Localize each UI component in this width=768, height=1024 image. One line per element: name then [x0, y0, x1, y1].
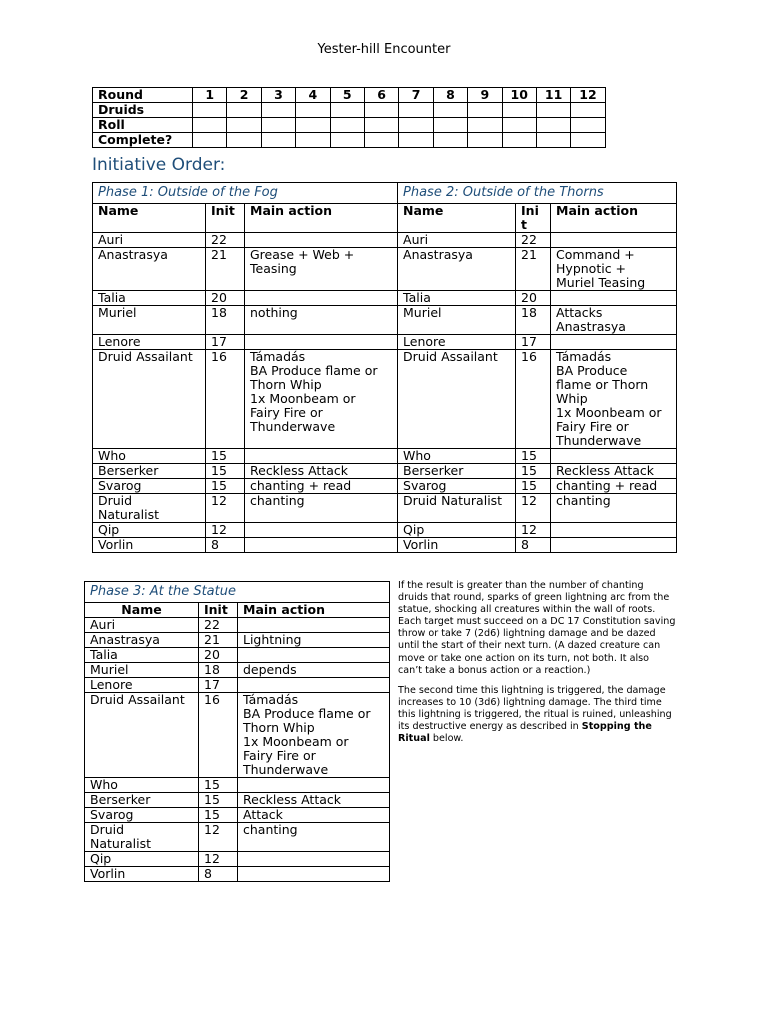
- complete-cell[interactable]: [502, 133, 536, 148]
- phase-1-combatant-name: Who: [93, 449, 206, 464]
- complete-cell[interactable]: [433, 133, 467, 148]
- phase-2-main-action: Command + Hypnotic + Muriel Teasing: [551, 248, 677, 291]
- phase-1-initiative: 21: [206, 248, 245, 291]
- phase-2-combatant-name: Svarog: [398, 479, 516, 494]
- complete-label: Complete?: [93, 133, 193, 148]
- initiative-row: [93, 538, 677, 553]
- phase-1-combatant-name: Druid Assailant: [93, 350, 206, 449]
- druids-row: [93, 103, 606, 118]
- initiative-row: [93, 306, 677, 335]
- initiative-row: [85, 778, 390, 793]
- druids-cell[interactable]: [468, 103, 502, 118]
- initiative-row: [85, 648, 390, 663]
- phase-3-combatant-name: Auri: [85, 618, 199, 633]
- round-number: 1: [193, 88, 227, 103]
- phase-2-initiative: 12: [516, 494, 551, 523]
- druids-cell[interactable]: [227, 103, 261, 118]
- phase-2-initiative: 15: [516, 449, 551, 464]
- roll-cell[interactable]: [296, 118, 330, 133]
- complete-cell[interactable]: [193, 133, 227, 148]
- stopping-the-ritual-reference: Stopping the Ritual: [398, 721, 652, 745]
- round-row: [93, 88, 606, 103]
- phase-2-main-action: [551, 291, 677, 306]
- phase-2-initiative: 17: [516, 335, 551, 350]
- roll-cell[interactable]: [502, 118, 536, 133]
- phase-2-initiative: 22: [516, 233, 551, 248]
- druids-cell[interactable]: [433, 103, 467, 118]
- phase-2-combatant-name: Anastrasya: [398, 248, 516, 291]
- rules-paragraph-1: If the result is greater than the number of chanting druids that round, sparks of green lightning arc from the statue, shocking all creatures within the wall of roots. Each target must succeed on a DC 17 Constitution saving throw or take 7 (2d6) lightning damage and be dazed until the start of their next turn. (A dazed creature can move or take one action on its turn, not both. It also can’t take a bonus action or a reaction.): [398, 580, 676, 676]
- phase-3-initiative: 12: [199, 852, 238, 867]
- phase-3-initiative: 17: [199, 678, 238, 693]
- complete-cell[interactable]: [296, 133, 330, 148]
- phase-3-initiative: 15: [199, 808, 238, 823]
- druids-cell[interactable]: [536, 103, 570, 118]
- phase-3-initiative: 20: [199, 648, 238, 663]
- phase-2-initiative: 18: [516, 306, 551, 335]
- phase-1-initiative: 16: [206, 350, 245, 449]
- phase-2-combatant-name: Who: [398, 449, 516, 464]
- phase-1-initiative: 18: [206, 306, 245, 335]
- druids-cell[interactable]: [261, 103, 295, 118]
- phase-1-initiative: 8: [206, 538, 245, 553]
- phase-1-combatant-name: Svarog: [93, 479, 206, 494]
- round-number: 7: [399, 88, 433, 103]
- phase-1-main-action: Reckless Attack: [245, 464, 398, 479]
- phase-3-main-action: [238, 648, 390, 663]
- phase-1-combatant-name: Talia: [93, 291, 206, 306]
- phase-1-main-action: chanting + read: [245, 479, 398, 494]
- phase-1-main-action: [245, 523, 398, 538]
- phase-1-name-header: Name: [93, 204, 206, 233]
- roll-cell[interactable]: [433, 118, 467, 133]
- initiative-row: [93, 464, 677, 479]
- initiative-row: [93, 494, 677, 523]
- roll-cell[interactable]: [261, 118, 295, 133]
- phase-1-main-action: chanting: [245, 494, 398, 523]
- phase-2-combatant-name: Berserker: [398, 464, 516, 479]
- phase-3-main-action: Támadás BA Produce flame or Thorn Whip 1x Moonbeam or Fairy Fire or Thunderwave: [238, 693, 390, 778]
- phase-3-initiative: 16: [199, 693, 238, 778]
- phase-3-title: Phase 3: At the Statue: [85, 582, 390, 603]
- phase-3-init-header: Init: [199, 603, 238, 618]
- phase-1-initiative: 22: [206, 233, 245, 248]
- phase-3-initiative: 22: [199, 618, 238, 633]
- roll-cell[interactable]: [571, 118, 605, 133]
- phase-1-title: Phase 1: Outside of the Fog: [93, 183, 398, 204]
- phase-3-main-action: [238, 867, 390, 882]
- initiative-row: [85, 808, 390, 823]
- phase-2-combatant-name: Lenore: [398, 335, 516, 350]
- initiative-row: [93, 523, 677, 538]
- phase-3-combatant-name: Druid Assailant: [85, 693, 199, 778]
- initiative-row: [85, 678, 390, 693]
- complete-cell[interactable]: [227, 133, 261, 148]
- phase-3-initiative: 21: [199, 633, 238, 648]
- phase-2-name-header: Name: [398, 204, 516, 233]
- druids-cell[interactable]: [193, 103, 227, 118]
- phase-3-combatant-name: Svarog: [85, 808, 199, 823]
- round-number: 4: [296, 88, 330, 103]
- phase-2-init-header: Ini t: [516, 204, 551, 233]
- round-number: 10: [502, 88, 536, 103]
- phase-1-combatant-name: Berserker: [93, 464, 206, 479]
- initiative-row: [93, 449, 677, 464]
- complete-cell[interactable]: [364, 133, 398, 148]
- phase-3-initiative: 8: [199, 867, 238, 882]
- druids-cell[interactable]: [399, 103, 433, 118]
- phase-2-initiative: 16: [516, 350, 551, 449]
- phase-2-initiative: 15: [516, 479, 551, 494]
- round-label: Round: [93, 88, 193, 103]
- initiative-row: [85, 823, 390, 852]
- initiative-row: [85, 633, 390, 648]
- complete-cell[interactable]: [399, 133, 433, 148]
- rules-paragraph-2-text: The second time this lightning is triggered, the damage increases to 10 (3d6) lightning damage. The third time this lightning is triggered, the ritual is ruined, unleashing its destructive energy as described in: [398, 684, 672, 733]
- phase-2-initiative: 8: [516, 538, 551, 553]
- phase-1-init-header: Init: [206, 204, 245, 233]
- phase-3-main-action: [238, 618, 390, 633]
- round-number: 9: [468, 88, 502, 103]
- phase-1-initiative: 15: [206, 464, 245, 479]
- initiative-row: [85, 867, 390, 882]
- phase-2-main-action: [551, 233, 677, 248]
- column-header-row: [85, 603, 390, 618]
- phase-1-combatant-name: Lenore: [93, 335, 206, 350]
- phase-3-combatant-name: Druid Naturalist: [85, 823, 199, 852]
- phase-3-combatant-name: Muriel: [85, 663, 199, 678]
- phase-1-initiative: 12: [206, 523, 245, 538]
- phase-3-name-header: Name: [85, 603, 199, 618]
- phase-2-title: Phase 2: Outside of the Thorns: [398, 183, 677, 204]
- phase-1-initiative: 17: [206, 335, 245, 350]
- phase-2-combatant-name: Vorlin: [398, 538, 516, 553]
- round-number: 5: [330, 88, 364, 103]
- phase-2-combatant-name: Muriel: [398, 306, 516, 335]
- column-header-row: [93, 204, 677, 233]
- rules-paragraph-2-end: below.: [429, 733, 464, 745]
- phase-1-combatant-name: Auri: [93, 233, 206, 248]
- phase-1-main-action: [245, 291, 398, 306]
- phase-1-main-action: [245, 449, 398, 464]
- phase-3-main-action: chanting: [238, 823, 390, 852]
- phase-3-combatant-name: Who: [85, 778, 199, 793]
- roll-cell[interactable]: [193, 118, 227, 133]
- phase-2-initiative: 12: [516, 523, 551, 538]
- phase-1-main-action: Támadás BA Produce flame or Thorn Whip 1x Moonbeam or Fairy Fire or Thunderwave: [245, 350, 398, 449]
- phase-2-combatant-name: Talia: [398, 291, 516, 306]
- phase-1-initiative: 15: [206, 449, 245, 464]
- initiative-heading: Initiative Order:: [92, 155, 226, 175]
- complete-cell[interactable]: [468, 133, 502, 148]
- round-number: 12: [571, 88, 605, 103]
- phase-3-main-action: [238, 852, 390, 867]
- initiative-row: [93, 291, 677, 306]
- phase-2-main-action: Támadás BA Produce flame or Thorn Whip 1x Moonbeam or Fairy Fire or Thunderwave: [551, 350, 677, 449]
- druids-cell[interactable]: [502, 103, 536, 118]
- phase-1-combatant-name: Muriel: [93, 306, 206, 335]
- phase-1-combatant-name: Vorlin: [93, 538, 206, 553]
- round-number: 11: [536, 88, 570, 103]
- phase-2-main-action: [551, 538, 677, 553]
- phase-3-combatant-name: Lenore: [85, 678, 199, 693]
- phase-2-combatant-name: Druid Naturalist: [398, 494, 516, 523]
- phase-3-combatant-name: Talia: [85, 648, 199, 663]
- phase-2-main-action: chanting: [551, 494, 677, 523]
- round-number: 8: [433, 88, 467, 103]
- phase-2-combatant-name: Qip: [398, 523, 516, 538]
- initiative-row: [93, 233, 677, 248]
- phase-2-main-action: Attacks Anastrasya: [551, 306, 677, 335]
- druids-cell[interactable]: [364, 103, 398, 118]
- phase-2-main-action: chanting + read: [551, 479, 677, 494]
- initiative-row: [85, 793, 390, 808]
- complete-row: [93, 133, 606, 148]
- roll-cell[interactable]: [399, 118, 433, 133]
- initiative-row: [85, 663, 390, 678]
- phase-3-main-action: Lightning: [238, 633, 390, 648]
- lightning-rules-text: [398, 580, 676, 753]
- phase-1-initiative: 12: [206, 494, 245, 523]
- phase-3-initiative: 15: [199, 778, 238, 793]
- phase-1-initiative: 20: [206, 291, 245, 306]
- initiative-row: [93, 335, 677, 350]
- phase-2-initiative: 20: [516, 291, 551, 306]
- phase-3-combatant-name: Vorlin: [85, 867, 199, 882]
- phase-1-main-action: [245, 538, 398, 553]
- phase-1-combatant-name: Druid Naturalist: [93, 494, 206, 523]
- phase-3-main-action: [238, 778, 390, 793]
- initiative-row: [93, 350, 677, 449]
- phase-1-initiative: 15: [206, 479, 245, 494]
- phase-2-combatant-name: Druid Assailant: [398, 350, 516, 449]
- phase-2-initiative: 15: [516, 464, 551, 479]
- phase-1-action-header: Main action: [245, 204, 398, 233]
- phase-3-combatant-name: Qip: [85, 852, 199, 867]
- phase-2-initiative: 21: [516, 248, 551, 291]
- druids-cell[interactable]: [571, 103, 605, 118]
- initiative-row: [85, 852, 390, 867]
- document-title: Yester-hill Encounter: [317, 42, 451, 57]
- phase-3-action-header: Main action: [238, 603, 390, 618]
- phase-3-initiative: 12: [199, 823, 238, 852]
- phase-3-main-action: Reckless Attack: [238, 793, 390, 808]
- complete-cell[interactable]: [536, 133, 570, 148]
- phase-2-main-action: [551, 449, 677, 464]
- initiative-row: [85, 693, 390, 778]
- rules-paragraph-2: [398, 685, 676, 745]
- phase-1-combatant-name: Qip: [93, 523, 206, 538]
- phase-3-combatant-name: Anastrasya: [85, 633, 199, 648]
- phase-title-row: [85, 582, 390, 603]
- round-number: 6: [364, 88, 398, 103]
- phase-3-main-action: Attack: [238, 808, 390, 823]
- roll-label: Roll: [93, 118, 193, 133]
- initiative-row: [93, 248, 677, 291]
- roll-cell[interactable]: [227, 118, 261, 133]
- round-number: 3: [261, 88, 295, 103]
- druids-label: Druids: [93, 103, 193, 118]
- phase-2-main-action: [551, 335, 677, 350]
- complete-cell[interactable]: [261, 133, 295, 148]
- phase-3-table: [84, 581, 390, 882]
- complete-cell[interactable]: [571, 133, 605, 148]
- roll-cell[interactable]: [468, 118, 502, 133]
- phase-2-action-header: Main action: [551, 204, 677, 233]
- phase-3-initiative: 15: [199, 793, 238, 808]
- phase-1-main-action: [245, 335, 398, 350]
- phase-3-main-action: depends: [238, 663, 390, 678]
- phase-2-main-action: [551, 523, 677, 538]
- round-tracker-table: [92, 87, 606, 148]
- phase-3-combatant-name: Berserker: [85, 793, 199, 808]
- phase-1-main-action: Grease + Web + Teasing: [245, 248, 398, 291]
- roll-row: [93, 118, 606, 133]
- phase-1-main-action: nothing: [245, 306, 398, 335]
- phase-2-combatant-name: Auri: [398, 233, 516, 248]
- round-number: 2: [227, 88, 261, 103]
- complete-cell[interactable]: [330, 133, 364, 148]
- initiative-row: [85, 618, 390, 633]
- phase-title-row: [93, 183, 677, 204]
- druids-cell[interactable]: [296, 103, 330, 118]
- phase-1-main-action: [245, 233, 398, 248]
- roll-cell[interactable]: [536, 118, 570, 133]
- phase-3-initiative: 18: [199, 663, 238, 678]
- phase-1-combatant-name: Anastrasya: [93, 248, 206, 291]
- roll-cell[interactable]: [330, 118, 364, 133]
- phase-3-main-action: [238, 678, 390, 693]
- initiative-row: [93, 479, 677, 494]
- phase-1-2-table: [92, 182, 677, 553]
- phase-2-main-action: Reckless Attack: [551, 464, 677, 479]
- druids-cell[interactable]: [330, 103, 364, 118]
- roll-cell[interactable]: [364, 118, 398, 133]
